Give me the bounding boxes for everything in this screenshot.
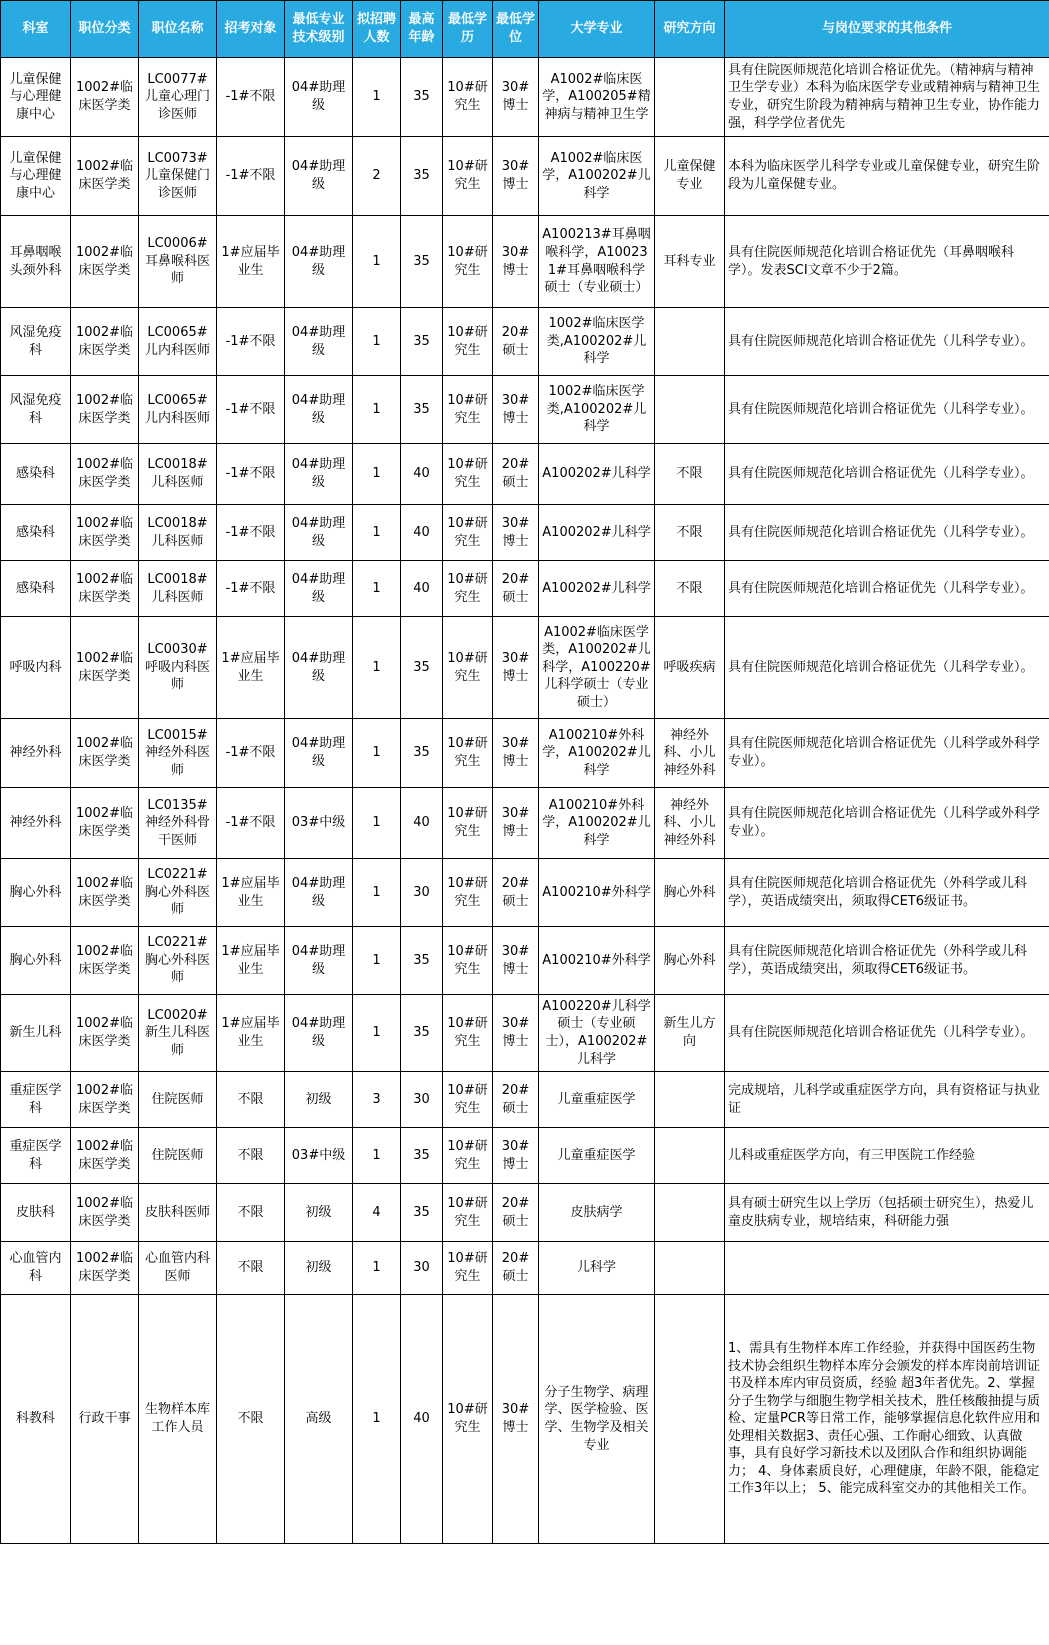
min-level-cell: 高级 <box>285 1295 353 1544</box>
department-cell: 儿童保健与心理健康中心 <box>1 58 71 137</box>
min-education-cell: 10#研究生 <box>443 58 493 137</box>
min-level-cell: 04#助理级 <box>285 308 353 376</box>
table-row <box>1 1242 1049 1295</box>
table-row <box>1 137 1049 216</box>
category-cell: 1002#临床医学类 <box>71 561 139 617</box>
count-cell: 2 <box>353 137 401 216</box>
count-cell: 1 <box>353 927 401 995</box>
min-degree-cell: 20#硕士 <box>493 1072 539 1128</box>
department-cell: 新生儿科 <box>1 995 71 1072</box>
major-cell: A100220#儿科学硕士（专业硕士），A100202#儿科学 <box>539 995 655 1072</box>
major-cell: 儿童重症医学 <box>539 1072 655 1128</box>
major-cell: 分子生物学、病理学、医学检验、医学、生物学及相关专业 <box>539 1295 655 1544</box>
research-direction-cell: 不限 <box>655 505 725 561</box>
position-cell: LC0015#神经外科医师 <box>139 719 217 788</box>
min-education-cell: 10#研究生 <box>443 927 493 995</box>
position-cell: LC0135#神经外科骨干医师 <box>139 788 217 859</box>
count-cell: 4 <box>353 1184 401 1242</box>
min-degree-cell: 30#博士 <box>493 927 539 995</box>
research-direction-cell <box>655 1295 725 1544</box>
table-row <box>1 617 1049 719</box>
position-cell: 住院医师 <box>139 1072 217 1128</box>
min-degree-cell: 20#硕士 <box>493 561 539 617</box>
other-requirements-cell: 具有住院医师规范化培训合格证优先（儿科学专业）。 <box>725 308 1049 376</box>
table-row <box>1 308 1049 376</box>
research-direction-cell: 呼吸疾病 <box>655 617 725 719</box>
category-cell: 1002#临床医学类 <box>71 617 139 719</box>
table-row <box>1 1295 1049 1544</box>
count-cell: 1 <box>353 216 401 308</box>
count-cell: 1 <box>353 1128 401 1184</box>
header-category: 职位分类 <box>71 1 139 58</box>
position-cell: 皮肤科医师 <box>139 1184 217 1242</box>
min-degree-cell: 30#博士 <box>493 1128 539 1184</box>
min-education-cell: 10#研究生 <box>443 561 493 617</box>
count-cell: 1 <box>353 1295 401 1544</box>
research-direction-cell: 神经外科、小儿神经外科 <box>655 719 725 788</box>
major-cell: A1002#临床医学，A100202#儿科学 <box>539 137 655 216</box>
major-cell: 1002#临床医学类,A100202#儿科学 <box>539 376 655 444</box>
min-education-cell: 10#研究生 <box>443 859 493 927</box>
min-level-cell: 初级 <box>285 1184 353 1242</box>
target-cell: -1#不限 <box>217 137 285 216</box>
min-education-cell: 10#研究生 <box>443 137 493 216</box>
max-age-cell: 30 <box>401 1072 443 1128</box>
max-age-cell: 35 <box>401 376 443 444</box>
position-cell: LC0065#儿内科医师 <box>139 308 217 376</box>
department-cell: 重症医学科 <box>1 1128 71 1184</box>
major-cell: 儿科学 <box>539 1242 655 1295</box>
research-direction-cell <box>655 1184 725 1242</box>
research-direction-cell: 神经外科、小儿神经外科 <box>655 788 725 859</box>
min-degree-cell: 30#博士 <box>493 58 539 137</box>
research-direction-cell <box>655 1242 725 1295</box>
header-research-direction: 研究方向 <box>655 1 725 58</box>
min-education-cell: 10#研究生 <box>443 1128 493 1184</box>
table-row <box>1 444 1049 505</box>
max-age-cell: 35 <box>401 58 443 137</box>
min-degree-cell: 20#硕士 <box>493 444 539 505</box>
table-header-row <box>1 1 1049 58</box>
min-degree-cell: 30#博士 <box>493 137 539 216</box>
major-cell: A100213#耳鼻咽喉科学，A100231#耳鼻咽喉科学硕士（专业硕士） <box>539 216 655 308</box>
category-cell: 1002#临床医学类 <box>71 995 139 1072</box>
category-cell: 1002#临床医学类 <box>71 1184 139 1242</box>
header-max-age: 最高年龄 <box>401 1 443 58</box>
category-cell: 1002#临床医学类 <box>71 1128 139 1184</box>
research-direction-cell: 耳科专业 <box>655 216 725 308</box>
category-cell: 1002#临床医学类 <box>71 376 139 444</box>
max-age-cell: 35 <box>401 719 443 788</box>
department-cell: 感染科 <box>1 444 71 505</box>
max-age-cell: 40 <box>401 788 443 859</box>
research-direction-cell <box>655 1072 725 1128</box>
max-age-cell: 30 <box>401 859 443 927</box>
other-requirements-cell: 具有住院医师规范化培训合格证优先（儿科学专业）。 <box>725 376 1049 444</box>
min-level-cell: 初级 <box>285 1242 353 1295</box>
target-cell: 1#应届毕业生 <box>217 927 285 995</box>
min-level-cell: 04#助理级 <box>285 216 353 308</box>
research-direction-cell: 不限 <box>655 444 725 505</box>
min-degree-cell: 30#博士 <box>493 788 539 859</box>
max-age-cell: 30 <box>401 1242 443 1295</box>
min-education-cell: 10#研究生 <box>443 995 493 1072</box>
major-cell: A100210#外科学 <box>539 927 655 995</box>
major-cell: A1002#临床医学，A100205#精神病与精神卫生学 <box>539 58 655 137</box>
min-degree-cell: 20#硕士 <box>493 859 539 927</box>
count-cell: 1 <box>353 444 401 505</box>
research-direction-cell <box>655 1128 725 1184</box>
table-row <box>1 1184 1049 1242</box>
other-requirements-cell: 儿科或重症医学方向，有三甲医院工作经验 <box>725 1128 1049 1184</box>
min-degree-cell: 30#博士 <box>493 995 539 1072</box>
research-direction-cell: 不限 <box>655 561 725 617</box>
department-cell: 胸心外科 <box>1 927 71 995</box>
target-cell: -1#不限 <box>217 505 285 561</box>
department-cell: 科教科 <box>1 1295 71 1544</box>
table-row <box>1 216 1049 308</box>
target-cell: -1#不限 <box>217 308 285 376</box>
department-cell: 儿童保健与心理健康中心 <box>1 137 71 216</box>
min-education-cell: 10#研究生 <box>443 1184 493 1242</box>
table-row <box>1 788 1049 859</box>
position-cell: LC0077#儿童心理门诊医师 <box>139 58 217 137</box>
table-row <box>1 505 1049 561</box>
position-cell: LC0030#呼吸内科医师 <box>139 617 217 719</box>
target-cell: 不限 <box>217 1184 285 1242</box>
target-cell: 1#应届毕业生 <box>217 995 285 1072</box>
count-cell: 1 <box>353 376 401 444</box>
major-cell: A100202#儿科学 <box>539 505 655 561</box>
other-requirements-cell: 1、需具有生物样本库工作经验，并获得中国医药生物技术协会组织生物样本库分会颁发的样本库岗前培训证书及样本库内审员资质，经验 超3年者优先。2、掌握分子生物学与细胞生物学相关技术，胜任核酸抽提与质检、定量PCR等日常工作，能够掌握信息化软件应用和处理相关数据3、责任心强、工作耐心细致、认真做事，具有良好学习新技术以及团队合作和组织协调能力； 4、身体素质良好，心理健康，年龄不限，能稳定工作3年以上； 5、能完成科室交办的其他相关工作。 <box>725 1295 1049 1544</box>
table-row <box>1 719 1049 788</box>
count-cell: 1 <box>353 617 401 719</box>
research-direction-cell: 新生儿方向 <box>655 995 725 1072</box>
min-level-cell: 04#助理级 <box>285 137 353 216</box>
category-cell: 1002#临床医学类 <box>71 1242 139 1295</box>
major-cell: A100202#儿科学 <box>539 444 655 505</box>
department-cell: 呼吸内科 <box>1 617 71 719</box>
min-level-cell: 04#助理级 <box>285 561 353 617</box>
min-level-cell: 04#助理级 <box>285 617 353 719</box>
max-age-cell: 40 <box>401 561 443 617</box>
position-cell: 住院医师 <box>139 1128 217 1184</box>
department-cell: 皮肤科 <box>1 1184 71 1242</box>
category-cell: 1002#临床医学类 <box>71 505 139 561</box>
count-cell: 1 <box>353 561 401 617</box>
other-requirements-cell: 具有住院医师规范化培训合格证优先（儿科学专业）。 <box>725 617 1049 719</box>
position-cell: LC0221#胸心外科医师 <box>139 859 217 927</box>
major-cell: A100202#儿科学 <box>539 561 655 617</box>
other-requirements-cell: 完成规培，儿科学或重症医学方向，具有资格证与执业证 <box>725 1072 1049 1128</box>
other-requirements-cell: 具有住院医师规范化培训合格证优先（儿科学或外科学专业）。 <box>725 719 1049 788</box>
min-degree-cell: 20#硕士 <box>493 1184 539 1242</box>
category-cell: 1002#临床医学类 <box>71 216 139 308</box>
other-requirements-cell: 本科为临床医学儿科学专业或儿童保健专业，研究生阶段为儿童保健专业。 <box>725 137 1049 216</box>
max-age-cell: 35 <box>401 216 443 308</box>
max-age-cell: 35 <box>401 617 443 719</box>
major-cell: A1002#临床医学类，A100202#儿科学，A100220#儿科学硕士（专业硕士） <box>539 617 655 719</box>
department-cell: 风湿免疫科 <box>1 376 71 444</box>
min-level-cell: 04#助理级 <box>285 376 353 444</box>
table-row <box>1 927 1049 995</box>
other-requirements-cell: 具有住院医师规范化培训合格证优先（耳鼻咽喉科学）。发表SCI文章不少于2篇。 <box>725 216 1049 308</box>
count-cell: 1 <box>353 1242 401 1295</box>
min-education-cell: 10#研究生 <box>443 308 493 376</box>
header-target: 招考对象 <box>217 1 285 58</box>
category-cell: 1002#临床医学类 <box>71 719 139 788</box>
header-major: 大学专业 <box>539 1 655 58</box>
position-cell: LC0020#新生儿科医师 <box>139 995 217 1072</box>
max-age-cell: 35 <box>401 995 443 1072</box>
min-level-cell: 初级 <box>285 1072 353 1128</box>
target-cell: 1#应届毕业生 <box>217 617 285 719</box>
table-row <box>1 58 1049 137</box>
min-degree-cell: 30#博士 <box>493 376 539 444</box>
other-requirements-cell <box>725 1242 1049 1295</box>
header-department: 科室 <box>1 1 71 58</box>
min-degree-cell: 20#硕士 <box>493 308 539 376</box>
max-age-cell: 35 <box>401 137 443 216</box>
position-cell: LC0065#儿内科医师 <box>139 376 217 444</box>
department-cell: 感染科 <box>1 561 71 617</box>
department-cell: 感染科 <box>1 505 71 561</box>
category-cell: 1002#临床医学类 <box>71 308 139 376</box>
target-cell: 1#应届毕业生 <box>217 859 285 927</box>
target-cell: 不限 <box>217 1295 285 1544</box>
header-min-education: 最低学历 <box>443 1 493 58</box>
department-cell: 神经外科 <box>1 788 71 859</box>
category-cell: 1002#临床医学类 <box>71 58 139 137</box>
min-education-cell: 10#研究生 <box>443 505 493 561</box>
major-cell: 儿童重症医学 <box>539 1128 655 1184</box>
header-position: 职位名称 <box>139 1 217 58</box>
category-cell: 1002#临床医学类 <box>71 859 139 927</box>
count-cell: 1 <box>353 505 401 561</box>
department-cell: 神经外科 <box>1 719 71 788</box>
position-cell: 心血管内科医师 <box>139 1242 217 1295</box>
target-cell: 不限 <box>217 1072 285 1128</box>
count-cell: 1 <box>353 719 401 788</box>
header-other-requirements: 与岗位要求的其他条件 <box>725 1 1049 58</box>
max-age-cell: 35 <box>401 1128 443 1184</box>
table-body <box>1 58 1049 1544</box>
other-requirements-cell: 具有住院医师规范化培训合格证优先（儿科学专业）。 <box>725 995 1049 1072</box>
research-direction-cell: 胸心外科 <box>655 859 725 927</box>
major-cell: A100210#外科学 <box>539 859 655 927</box>
category-cell: 1002#临床医学类 <box>71 444 139 505</box>
max-age-cell: 35 <box>401 308 443 376</box>
target-cell: -1#不限 <box>217 376 285 444</box>
min-education-cell: 10#研究生 <box>443 376 493 444</box>
min-level-cell: 04#助理级 <box>285 58 353 137</box>
min-degree-cell: 20#硕士 <box>493 1242 539 1295</box>
other-requirements-cell: 具有住院医师规范化培训合格证优先。（精神病与精神卫生学专业）本科为临床医学专业或精神病与精神卫生专业，研究生阶段为精神病与精神卫生专业，协作能力强，科学学位者优先 <box>725 58 1049 137</box>
min-level-cell: 04#助理级 <box>285 927 353 995</box>
max-age-cell: 35 <box>401 927 443 995</box>
category-cell: 1002#临床医学类 <box>71 788 139 859</box>
major-cell: A100210#外科学，A100202#儿科学 <box>539 719 655 788</box>
department-cell: 胸心外科 <box>1 859 71 927</box>
count-cell: 1 <box>353 995 401 1072</box>
table-row <box>1 1072 1049 1128</box>
category-cell: 行政干事 <box>71 1295 139 1544</box>
research-direction-cell <box>655 308 725 376</box>
count-cell: 1 <box>353 859 401 927</box>
min-level-cell: 04#助理级 <box>285 444 353 505</box>
research-direction-cell: 胸心外科 <box>655 927 725 995</box>
research-direction-cell: 儿童保健专业 <box>655 137 725 216</box>
department-cell: 重症医学科 <box>1 1072 71 1128</box>
target-cell: 不限 <box>217 1242 285 1295</box>
min-level-cell: 04#助理级 <box>285 719 353 788</box>
header-count: 拟招聘人数 <box>353 1 401 58</box>
other-requirements-cell: 具有住院医师规范化培训合格证优先（儿科学专业）。 <box>725 444 1049 505</box>
other-requirements-cell: 具有住院医师规范化培训合格证优先（儿科学或外科学专业）。 <box>725 788 1049 859</box>
department-cell: 耳鼻咽喉头颈外科 <box>1 216 71 308</box>
min-degree-cell: 30#博士 <box>493 216 539 308</box>
max-age-cell: 40 <box>401 1295 443 1544</box>
other-requirements-cell: 具有住院医师规范化培训合格证优先（儿科学专业）。 <box>725 561 1049 617</box>
position-cell: LC0018#儿科医师 <box>139 505 217 561</box>
target-cell: 1#应届毕业生 <box>217 216 285 308</box>
min-level-cell: 04#助理级 <box>285 859 353 927</box>
position-cell: LC0006#耳鼻喉科医师 <box>139 216 217 308</box>
department-cell: 心血管内科 <box>1 1242 71 1295</box>
min-level-cell: 03#中级 <box>285 788 353 859</box>
count-cell: 3 <box>353 1072 401 1128</box>
min-education-cell: 10#研究生 <box>443 216 493 308</box>
table-row <box>1 995 1049 1072</box>
target-cell: -1#不限 <box>217 719 285 788</box>
category-cell: 1002#临床医学类 <box>71 137 139 216</box>
min-education-cell: 10#研究生 <box>443 444 493 505</box>
research-direction-cell <box>655 58 725 137</box>
table-row <box>1 561 1049 617</box>
min-education-cell: 10#研究生 <box>443 719 493 788</box>
other-requirements-cell: 具有住院医师规范化培训合格证优先（外科学或儿科学），英语成绩突出，须取得CET6级证书。 <box>725 927 1049 995</box>
position-cell: LC0221#胸心外科医师 <box>139 927 217 995</box>
min-level-cell: 04#助理级 <box>285 505 353 561</box>
max-age-cell: 40 <box>401 444 443 505</box>
table-row <box>1 376 1049 444</box>
position-cell: LC0018#儿科医师 <box>139 444 217 505</box>
count-cell: 1 <box>353 308 401 376</box>
target-cell: -1#不限 <box>217 444 285 505</box>
header-min-level: 最低专业技术级别 <box>285 1 353 58</box>
position-cell: 生物样本库工作人员 <box>139 1295 217 1544</box>
position-cell: LC0073#儿童保健门诊医师 <box>139 137 217 216</box>
research-direction-cell <box>655 376 725 444</box>
min-degree-cell: 30#博士 <box>493 617 539 719</box>
max-age-cell: 40 <box>401 505 443 561</box>
other-requirements-cell: 具有住院医师规范化培训合格证优先（外科学或儿科学），英语成绩突出，须取得CET6级证书。 <box>725 859 1049 927</box>
min-education-cell: 10#研究生 <box>443 788 493 859</box>
target-cell: 不限 <box>217 1128 285 1184</box>
category-cell: 1002#临床医学类 <box>71 1072 139 1128</box>
major-cell: 皮肤病学 <box>539 1184 655 1242</box>
department-cell: 风湿免疫科 <box>1 308 71 376</box>
min-education-cell: 10#研究生 <box>443 1295 493 1544</box>
min-degree-cell: 30#博士 <box>493 719 539 788</box>
category-cell: 1002#临床医学类 <box>71 927 139 995</box>
min-degree-cell: 30#博士 <box>493 1295 539 1544</box>
target-cell: -1#不限 <box>217 561 285 617</box>
header-min-degree: 最低学位 <box>493 1 539 58</box>
max-age-cell: 35 <box>401 1184 443 1242</box>
major-cell: A100210#外科学，A100202#儿科学 <box>539 788 655 859</box>
count-cell: 1 <box>353 788 401 859</box>
min-education-cell: 10#研究生 <box>443 1242 493 1295</box>
min-education-cell: 10#研究生 <box>443 617 493 719</box>
table-row <box>1 1128 1049 1184</box>
min-degree-cell: 30#博士 <box>493 505 539 561</box>
target-cell: -1#不限 <box>217 788 285 859</box>
other-requirements-cell: 具有硕士研究生以上学历（包括硕士研究生），热爱儿童皮肤病专业，规培结束，科研能力强 <box>725 1184 1049 1242</box>
min-education-cell: 10#研究生 <box>443 1072 493 1128</box>
position-cell: LC0018#儿科医师 <box>139 561 217 617</box>
min-level-cell: 03#中级 <box>285 1128 353 1184</box>
major-cell: 1002#临床医学类,A100202#儿科学 <box>539 308 655 376</box>
target-cell: -1#不限 <box>217 58 285 137</box>
table-row <box>1 859 1049 927</box>
count-cell: 1 <box>353 58 401 137</box>
min-level-cell: 04#助理级 <box>285 995 353 1072</box>
other-requirements-cell: 具有住院医师规范化培训合格证优先（儿科学专业）。 <box>725 505 1049 561</box>
